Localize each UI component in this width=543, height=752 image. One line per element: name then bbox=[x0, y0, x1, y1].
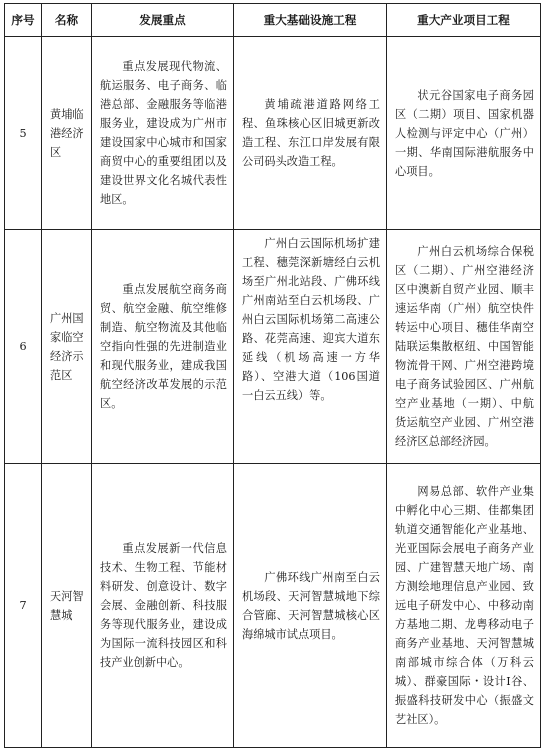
row-industry: 网易总部、软件产业集中孵化中心三期、佳都集团轨道交通智能化产业基地、光亚国际会展电子商务产业园、广建智慧天地广场、南方测绘地理信息产业园、致远电子研发中心、中移动南方基地二期、龙粤移动电子商务产业基地、天河智慧城南部城市综合体（万科云城）、群豪国际・设计Ⅰ谷、振盛科技研发中心（振盛文艺社区）。 bbox=[387, 464, 541, 748]
header-row bbox=[5, 4, 541, 37]
header-name: 名称 bbox=[42, 4, 92, 37]
header-seq: 序号 bbox=[5, 4, 42, 37]
table-row bbox=[5, 464, 541, 748]
table-row bbox=[5, 37, 541, 230]
row-infra: 黄埔疏港道路网络工程、鱼珠核心区旧城更新改造工程、东江口岸发展有限公司码头改造工程。 bbox=[234, 37, 387, 230]
project-table bbox=[4, 3, 541, 748]
row-infra: 广州白云国际机场扩建工程、穗莞深新塘经白云机场至广州北站段、广佛环线广州南站至白云机场段、广州白云国际机场第二高速公路、花莞高速、迎宾大道东延线（机场高速一方华路）、空港大道（106国道一白云五线）等。 bbox=[234, 230, 387, 464]
row-name: 天河智慧城 bbox=[42, 464, 92, 748]
header-focus: 发展重点 bbox=[92, 4, 234, 37]
row-seq: 5 bbox=[5, 37, 42, 230]
header-industry: 重大产业项目工程 bbox=[387, 4, 541, 37]
header-infra: 重大基础设施工程 bbox=[234, 4, 387, 37]
row-name: 黄埔临港经济区 bbox=[42, 37, 92, 230]
table-header bbox=[5, 4, 541, 37]
row-infra: 广佛环线广州南至白云机场段、天河智慧城地下综合管廊、天河智慧城核心区海绵城市试点项目。 bbox=[234, 464, 387, 748]
row-focus: 重点发展航空商务商贸、航空金融、航空维修制造、航空物流及其他临空指向性强的先进制造业和现代服务业，建成我国航空经济改革发展的示范区。 bbox=[92, 230, 234, 464]
row-industry: 状元谷国家电子商务园区（二期）项目、国家机器人检测与评定中心（广州）一期、华南国际港航服务中心项目。 bbox=[387, 37, 541, 230]
row-focus: 重点发展新一代信息技术、生物工程、节能材料研发、创意设计、数字会展、金融创新、科技服务等现代服务业，建设成为国际一流科技园区和科技产业创新中心。 bbox=[92, 464, 234, 748]
row-seq: 6 bbox=[5, 230, 42, 464]
row-focus: 重点发展现代物流、航运服务、电子商务、临港总部、金融服务等临港服务业，建设成为广州市建设国家中心城市和国家商贸中心的重要组团以及建设世界文化名城代表性地区。 bbox=[92, 37, 234, 230]
row-seq: 7 bbox=[5, 464, 42, 748]
row-industry: 广州白云机场综合保税区（二期）、广州空港经济区中澳新自贸产业园、顺丰速运华南（广州）航空快件转运中心项目、穗佳华南空陆联运集散枢纽、中国智能物流骨干网、广州空港跨境电子商务试验园区、广州航空产业基地（一期）、中航货运航空产业园、广州空港经济区总部经济园。 bbox=[387, 230, 541, 464]
table-body bbox=[5, 37, 541, 748]
table-row bbox=[5, 230, 541, 464]
row-name: 广州国家临空经济示范区 bbox=[42, 230, 92, 464]
